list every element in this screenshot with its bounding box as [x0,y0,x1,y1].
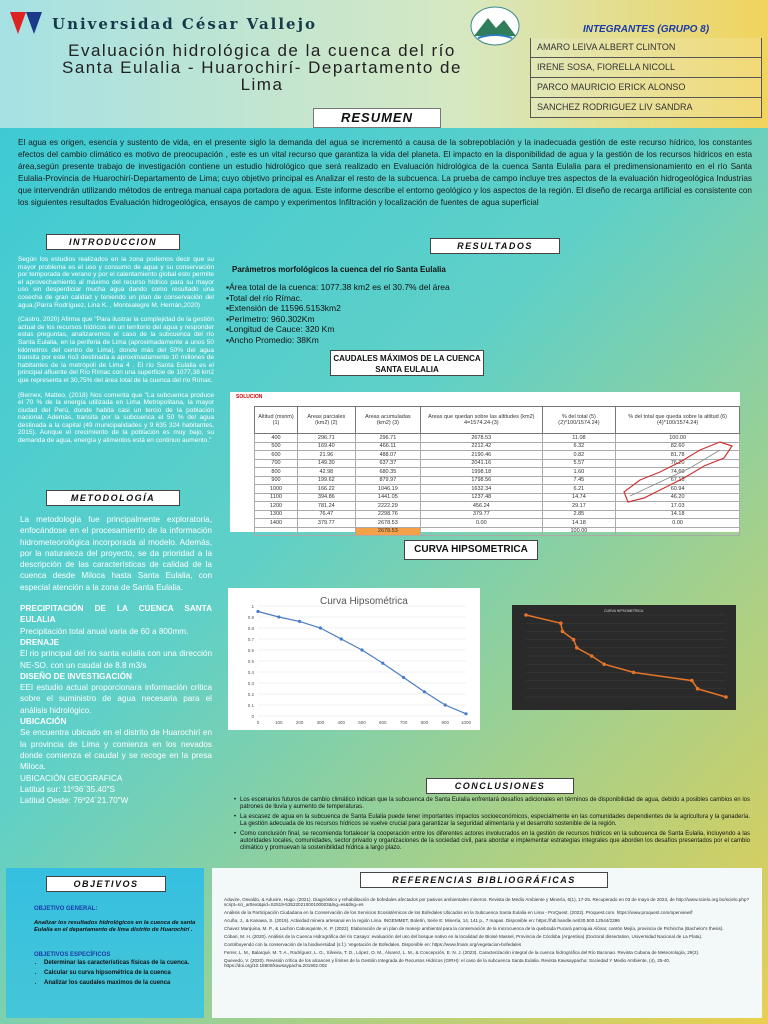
x-tick-label: 400 [337,720,345,725]
x-tick-label: 300 [316,720,325,725]
table-cell: 0.82 [542,451,616,460]
table-cell: 1798.56 [421,476,543,485]
table-header: Areas parciales (km2) (2) [297,407,355,434]
x-tick-label: 1000 [460,720,472,725]
param-item: ▪Extensión de 11596.5153km2 [226,303,341,313]
ubicacion-geo: UBICACIÓN GEOGRAFICA [20,773,123,783]
reference-item: Chavez Marquina, M. P., & Lachon Cabusquinte, K. P. (2022). Elaboración de un plan de manejo ambiental para la conservación de la microcuenca de la quebrada Pucará parroquia Alóxar, cantón Mejía, provincia de Pichincha (Bachelor's thesis). [224,926,724,932]
table-cell: 379.77 [421,510,543,519]
reference-item: Contribuyendo con la conservación de la biodiversidad (s.f.). Vegetación de Bofedales. Disponible en: https://www.fmam.org/vegetacion-bofedales [224,941,522,947]
chart-title: Curva Hipsométrica [320,596,408,607]
intro-paragraph: Según los estudios realizados en la zona podemos decir que su mayor problema es el uso y consumo de agua y su conservación por temporada de verano y por el calentamiento global esto permite el aprovechamiento al máximo del recurso hídrico para su mayor uso sin desperdiciar mucha agua dando como resultado una cosecha de gran calidad y teniendo un plan de conservación del agua.(Parra Rodríguez, Lina K. , Montealegre M, Hernán,2020) [18,256,214,309]
table-cell: 6.21 [542,485,616,494]
mountain-icon [470,6,520,46]
table-cell: 0.00 [421,519,543,528]
data-point [277,615,280,618]
table-cell: 0.00 [616,519,740,528]
watershed-map-icon [620,432,736,512]
data-point [464,712,467,715]
conclusion-item: • La escasez de agua en la subcuenca de Santa Eulalia puede tener importantes impactos socioeconómicos, especialmente en las comunidades dependientes de la agricultura y la ganadería. La gestión adecuada de los recursos hídricos se vuelve crucial para garantizar la seguridad alimentaria y el desarrollo sostenible de la región. [234,814,750,828]
table-cell: 379.77 [297,519,355,528]
team-member: IRENE SOSA, FIORELLA NICOLL [530,58,762,78]
data-point [724,695,728,699]
y-tick-label: 0.1 [247,703,254,708]
y-tick-label: 0.2 [247,692,254,697]
data-point [559,621,563,625]
conclusiones-list [234,797,750,855]
series-line [258,612,466,714]
param-item: ▪Área total de la cuenca: 1077.38 km2 es el 30.7% del área [226,282,450,292]
table-cell: 466.11 [355,442,420,451]
table-cell: 1300 [255,510,298,519]
table-cell: 1.60 [542,468,616,477]
table-cell: 1400 [255,519,298,528]
team-member: SANCHEZ RODRIGUEZ LIV SANDRA [530,98,762,118]
longitude: Latitud Oeste: 76º24´21.70"W [20,796,129,806]
param-item: ▪Ancho Promedio: 38Km [226,334,319,345]
table-cell: 6.32 [542,442,616,451]
metodologia-text [20,514,212,806]
table-cell [297,527,355,536]
table-cell: 46.20 [616,493,740,502]
objetivo-especifico: • Determinar las características físicas de la cuenca. [44,960,194,967]
table-cell: 2678.53 [355,527,420,536]
table-total-row [255,527,740,536]
table-header: % del total que queda sobre la altitud (6) (4)*100/1574.24) [616,407,740,434]
table-cell: 67.15 [616,476,740,485]
x-tick-label: 700 [399,720,408,725]
resultados-label: RESULTADOS [430,238,560,254]
param-item: ▪Total del río Rímac. [226,292,303,303]
table-cell: 2190.46 [421,451,543,460]
reference-item: Aduvire, Osvaldo, & Aduvire, Hugo. (2021). Diagnóstico y rehabilitación de bofedales afectados por pasivos ambientales mineros. Revista de Medio Ambiente y Minería, 6(1), 17-25. Recuperado en 03 de mayo de 2023, de http://www.scielo.org.bo/scielo.php?script=sci_arttext&pid=S2519-53522021000100003&lng=es&tlng=es [224,897,750,908]
reference-item: Cóbari, M. H. (2020). Análisis de la Cuenca Hidrográfica del río Casayo: evaluación del uso del bosque nativo en la localidad de Bioisé Massel, Provincia de Córdoba (Argentina) (Doctoral dissertation, Universidad Nacional de La Plata). [224,934,703,940]
reference-item: Acuña, J., & Kanawa, S. (2019). Actividad minera artesanal en la región Lima. INGEMMET, Boletín, Serie E: Minería, 14, 141 p., 7 mapas. Disponible en: https://hdl.handle.net/20.500.12544/2396 [224,918,620,924]
table-cell: 900 [255,476,298,485]
data-point [590,654,594,658]
bibliografia-label: REFERENCIAS BIBLIOGRÁFICAS [360,872,608,888]
data-point [696,687,700,691]
table-cell: 5.57 [542,459,616,468]
y-tick-label: 0 [251,714,254,719]
x-tick-label: 800 [420,720,429,725]
x-tick-label: 100 [275,720,283,725]
table-cell: 637.37 [355,459,420,468]
chart-title: CURVA HIPSOMETRICA [604,609,644,613]
table-cell: 1632.34 [421,485,543,494]
table-cell: 296.71 [297,434,355,443]
data-point [602,662,606,666]
y-tick-label: 0.3 [247,681,254,686]
table-header: Areas que quedan sobre las altitudes (km2) 4=1574.24-(3) [421,407,543,434]
data-point [360,648,363,651]
reference-item: Quevedo, V. (2020). Revisión crítica de los alcances y límites de la Gestión Integrada de Recursos Hídricos (GIRH): el caso de la subcuenca Santa Eulalia. Revista Kawsaypacha: Sociedad Y Medio Ambiente, (4), 25-40. https://doi.org/10.18800/kawsaypacha.201902.002 [224,957,671,969]
page-title: Evaluación hidrológica de la cuenca del río Santa Eulalia - Huarochirí- Departamento de Lima [62,41,462,94]
caudales-table-panel [230,392,740,535]
table-cell: 2678.53 [355,519,420,528]
conclusion-item: • Como conclusión final, se recomienda fortalecer la cooperación entre los diferentes actores involucrados en la gestión de recursos hídricos en la subcuenca de Santa Eulalia, incluyendo a las autoridades locales, comunidades, sector privado y organizaciones de la sociedad civil, para abordar e implementar estrategias integrales que aborden los desafíos presentados por el cambio climático y promuevan la sostenibilidad hídrica a largo plazo. [234,831,750,852]
hypsometric-chart-dark [512,605,736,710]
data-point [524,613,528,617]
table-row [255,519,740,528]
x-tick-label: 600 [379,720,387,725]
team-box [530,22,762,118]
table-cell: 14.18 [616,510,740,519]
data-point [423,690,426,693]
table-header: Areas acumuladas (km2) (3) [355,407,420,434]
table-cell: 1441.05 [355,493,420,502]
table-cell: 1200 [255,502,298,511]
table-cell: 400 [255,434,298,443]
table-cell: 2212.42 [421,442,543,451]
solucion-label: SOLUCION [236,394,263,400]
table-cell: 1100 [255,493,298,502]
table-cell: 100.00 [616,434,740,443]
table-cell: 2.85 [542,510,616,519]
ubicacion-title: UBICACIÓN [20,717,67,727]
table-cell [421,527,543,536]
table-cell: 81.78 [616,451,740,460]
table-cell: 600 [255,451,298,460]
table-cell: 2041.16 [421,459,543,468]
table-cell: 2222.29 [355,502,420,511]
data-point [319,626,322,629]
metodologia-intro: La metodología fue principalmente exploratoria, enfocándose en el procesamiento de la información hidrometeorológica incorporada al modelo. Además, por la naturaleza del proyecto, se da prioridad a la descripción de las características de calidad de la cuenca desde Miloca hasta Santa Eulalia, con especial atención a la zona de Santa Eulalia. [20,515,212,592]
reference-item: Análisis de la Participación Ciudadana en la Conservación de los Servicios Ecosistémicos de los Bofedales Ubicados en la Subcuenca Santa Eulalia en Lima - ProQuest. (2022). Proquest.com. https://www.proquest.com/openview/f [224,910,693,916]
table-cell: 879.97 [355,476,420,485]
table-cell: 781.24 [297,502,355,511]
data-point [575,646,579,650]
table-cell [255,527,298,536]
table-cell: 456.24 [421,502,543,511]
table-cell: 17.03 [616,502,740,511]
objetivo-general-text: Analizar los resultados hidrológicos en la cuenca de santa Eulalia en el departamento de lima distrito de Huarochirí . [34,920,196,933]
y-tick-label: 0.8 [247,626,254,631]
university-logo [10,12,42,40]
table-cell: 100.00 [542,527,616,536]
intro-paragraph: (Castro, 2020) Afirma que "Para ilustrar la complejidad de la gestión actual de los recursos hídricos en un territorio del agua y responder estas preguntas, analizaremos el caso de la subcuenca del río Santa Eulalia, en la periferia de Lima (aproximadamente a unos 50 kilómetros del centro de Lima), donde más del 50% del agua transita por este río3 destinada a aproximadamente 10 millones de habitantes de la metrópoli de Lima 4 . El río Santa Eulalia es el principal afluente del Río Rímac con una superficie de 1077,38 km2 que representa el 30,75% del área total de la cuenca del río Rímac. [18,316,214,384]
data-point [690,679,694,683]
team-member: PARCO MAURICIO ERICK ALONSO [530,78,762,98]
table-cell: 29.17 [542,502,616,511]
table-cell [616,527,740,536]
objetivos-label: OBJETIVOS [46,876,166,892]
data-point [402,676,405,679]
y-tick-label: 0.7 [247,637,254,642]
x-tick-label: 500 [358,720,366,725]
drenaje-text: El rio principal del rio santa eulalia con una dirección NE-SO. con un caudal de 8.8 m3/s [20,649,212,670]
x-tick-label: 0 [256,720,260,725]
y-tick-label: 0.9 [247,615,254,620]
diseno-text: EEI estudio actual proporcionara información critica sobre el suministro de agua necesaria para el análisis hidrológico. [20,683,212,715]
table-cell: 42.98 [297,468,355,477]
team-heading: INTEGRANTES (GRUPO 8) [582,24,710,35]
table-cell: 166.22 [297,485,355,494]
table-cell: 199.62 [297,476,355,485]
table-cell: 700 [255,459,298,468]
table-cell: 1000 [255,485,298,494]
table-cell: 800 [255,468,298,477]
data-point [632,671,636,675]
table-cell: 1998.18 [421,468,543,477]
resumen-label: RESUMEN [313,108,441,128]
param-item: ▪Perímetro: 960.302Km [226,313,315,324]
data-point [561,630,565,634]
bibliografia-list [224,897,750,971]
data-point [572,638,576,642]
diseno-title: DISEÑO DE INVESTIGACIÓN [20,671,132,681]
objetivos-especificos-list [44,960,194,991]
table-cell: 76.20 [616,459,740,468]
intro-paragraph: (Bernex, Matteo, (2018) Nos comenta que "La subcuenca produce el 70 % de la energía utilizada en Lima Metropolitana, la mayor ciudad del Perú, donde habita casi un tercio de la población nacional. Además, transita por la subcuenca el 50 % del agua destinada a la capital (49 municipalidades y 9 635 324 habitantes, 2015). Aunque el crecimiento de la población es muy bajo, su demanda de agua, energía y alimentos está en continuo aumento." [18,391,214,445]
resumen-text: El agua es origen, esencia y sustento de vida, en el presente siglo la demanda del agua se incrementó a causa de la sobrepoblación y la inadecuada gestión de este recurso hídrico, los constantes efectos del cambio climático es motivo de preocupación , este es un vital recurso que garantiza la vida del planeta. El impacto en la disponibilidad de agua y la gestión de los recursos hídricos en esta área,según presente trabajo de investigación contiene un estudio hidrológico que será realizado en Evaluación hidrológica de la cuenca Santa Eulalia para el predimensionamiento en el río Santa Eulalia-Provincia de Huarochirí-Departamento de Lima; cuyo objetivo principal es Analizar el resto de la subcuenca. La prueba de campo incluye tres aspectos de la evaluación hidrogeológica Industrias que intervendrán utilizando métodos de entrega manual capa portadora de agua. Este informe describe el entorno geológico y los aspectos de la región. El diseño de recarga artificial es consistente con los siguientes resultados Evaluación hidrogeológica, ensayos de campo y experimentos Infiltración y localización de fuentes de agua superficial [18,138,752,207]
table-header: % del total (5) (2)*100/1574.24) [542,407,616,434]
conclusion-item: • Los escenarios futuros de cambio climático indican que la subcuenca de Santa Eulalia enfrentará desafíos adicionales en términos de disponibilidad de agua, debido a posibles cambios en los patrones de lluvia y aumento de temperaturas. [234,797,750,811]
drenaje-title: DRENAJE [20,637,60,647]
table-cell: 11.08 [542,434,616,443]
precip-text: Precipitación total anual varia de 60 a 800mm. [20,626,189,636]
table-header: Altitud (msnm) (1) [255,407,298,434]
table-cell: 76.47 [297,510,355,519]
table-cell: 14.74 [542,493,616,502]
intro-text [18,256,214,452]
precip-title: PRECIPITACIÓN DE LA CUENCA SANTA EULALIA [20,604,212,625]
team-member: AMARO LEIVA ALBERT CLINTON [530,38,762,58]
table-cell: 2298.76 [355,510,420,519]
table-cell: 500 [255,442,298,451]
table-cell: 21.96 [297,451,355,460]
table-cell: 82.60 [616,442,740,451]
table-cell: 680.35 [355,468,420,477]
intro-label: INTRODUCCION [46,234,180,250]
conclusiones-label: CONCLUSIONES [426,778,574,794]
table-cell: 1237.48 [421,493,543,502]
y-tick-label: 0.6 [247,648,254,653]
reference-item: Ferrer, L. M., Balarqué, M. T. A., Rodríguez, L. G., Silveira, T. D., López, O. M., Álvarez, L. M., & Concepción, E. N. J. (2023). Caracterización integral de la cuenca hidrográfica del Río Baconao. Revista Cubana de Meteorología, 29(2). [224,949,700,955]
table-cell: 2678.53 [421,434,543,443]
y-tick-label: 0.5 [247,659,254,664]
params-title: Parámetros morfológicos la cuenca del río Santa Eulalia [232,265,446,274]
data-point [444,703,447,706]
table-cell: 488.07 [355,451,420,460]
table-cell: 1046.19 [355,485,420,494]
y-tick-label: 1 [251,604,254,609]
param-item: ▪Longitud de Cauce: 320 Km [226,324,335,334]
objetivo-especifico: • Analizar los caudales maximos de la cuenca [44,980,194,987]
curva-title: CURVA HIPSOMETRICA [404,540,538,560]
table-cell: 7.45 [542,476,616,485]
hypsometric-chart [228,588,480,730]
data-point [381,662,384,665]
table-cell: 169.40 [297,442,355,451]
ubicacion-text: Se encuentra ubicado en el distrito de Huarochirí en la provincia de Lima y comienza en los nevados donde comienza el caudal y se recoge en la presa Miloca. [20,728,212,772]
table-cell: 149.30 [297,459,355,468]
table-cell: 74.60 [616,468,740,477]
table-cell: 14.18 [542,519,616,528]
data-point [298,620,301,623]
y-tick-label: 0.4 [247,670,254,675]
data-point [256,610,259,613]
params-list [226,282,450,345]
university-name: Universidad César Vallejo [52,15,318,33]
latitude: Latitud sur: 11º36´35.40"S [20,784,115,794]
objetivo-especifico: • Calcular su curva hipsométrica de la cuenca [44,970,194,977]
table-cell: 60.94 [616,485,740,494]
data-point [340,637,343,640]
objetivos-especificos-label: OBJETIVOS ESPECÍFICOS [34,952,111,958]
objetivo-general-label: OBJETIVO GENERAL: [34,906,98,912]
metodologia-label: METODOLOGÍA [46,490,180,506]
x-tick-label: 200 [295,720,304,725]
table-cell: 394.86 [297,493,355,502]
caudales-title: CAUDALES MÁXIMOS DE LA CUENCA SANTA EULALIA [330,350,484,376]
table-cell: 296.71 [355,434,420,443]
x-tick-label: 900 [441,720,449,725]
